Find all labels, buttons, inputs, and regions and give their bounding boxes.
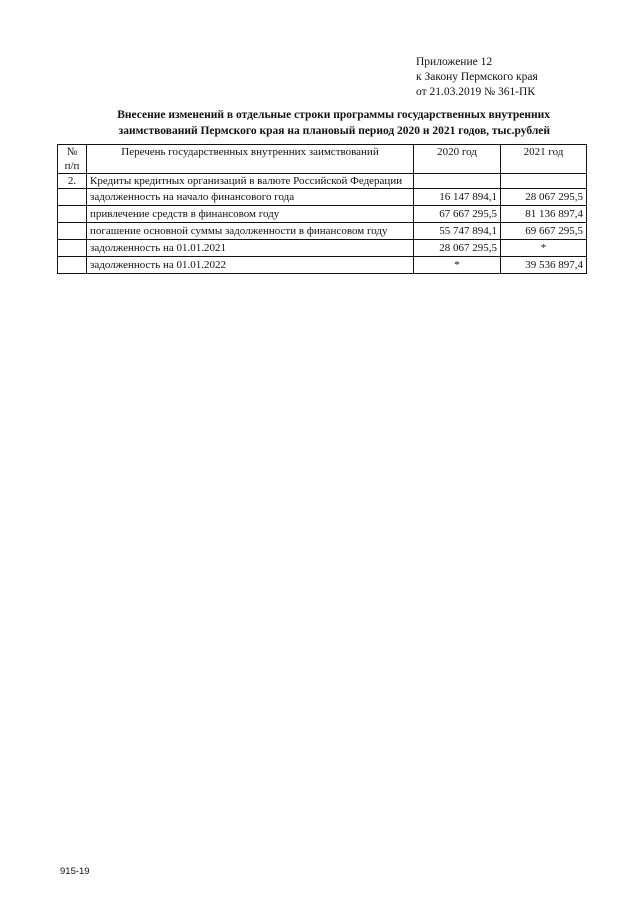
- row-value-2021: 69 667 295,5: [501, 223, 587, 240]
- table-header-row: [58, 145, 587, 174]
- appendix-number: Приложение 12: [416, 56, 493, 68]
- header-year-2021: 2021 год: [501, 145, 587, 174]
- section-row: [58, 174, 587, 189]
- row-value-2021: 81 136 897,4: [501, 206, 587, 223]
- row-number-cell: [58, 223, 87, 240]
- header-name: Перечень государственных внутренних заимствований: [87, 145, 414, 174]
- table-row: [58, 189, 587, 206]
- table-row: [58, 223, 587, 240]
- row-number-cell: [58, 206, 87, 223]
- table-row: [58, 257, 587, 274]
- header-year-2020: 2020 год: [414, 145, 501, 174]
- section-empty-2020: [414, 174, 501, 189]
- row-value-2020: *: [414, 257, 501, 274]
- header-number-line-1: №: [66, 146, 78, 158]
- document-title: [70, 107, 550, 139]
- title-line-1: Внесение изменений в отдельные строки программы государственных внутренних: [117, 109, 550, 121]
- row-name: привлечение средств в финансовом году: [87, 206, 414, 223]
- row-name: задолженность на 01.01.2022: [87, 257, 414, 274]
- section-name: Кредиты кредитных организаций в валюте Российской Федерации: [87, 174, 414, 189]
- row-value-2021: 39 536 897,4: [501, 257, 587, 274]
- row-number-cell: [58, 240, 87, 257]
- appendix-block: [416, 55, 538, 100]
- section-number: 2.: [58, 174, 87, 189]
- section-empty-2021: [501, 174, 587, 189]
- row-name: задолженность на 01.01.2021: [87, 240, 414, 257]
- table-row: [58, 206, 587, 223]
- row-value-2020: 28 067 295,5: [414, 240, 501, 257]
- row-number-cell: [58, 257, 87, 274]
- appendix-law: к Закону Пермского края: [416, 71, 538, 83]
- row-value-2020: 67 667 295,5: [414, 206, 501, 223]
- table-row: [58, 240, 587, 257]
- header-number-line-2: п/п: [64, 160, 80, 172]
- row-name: погашение основной суммы задолженности в финансовом году: [87, 223, 414, 240]
- title-line-2: заимствований Пермского края на плановый период 2020 и 2021 годов, тыс.рублей: [118, 125, 550, 137]
- row-name: задолженность на начало финансового года: [87, 189, 414, 206]
- row-value-2020: 55 747 894,1: [414, 223, 501, 240]
- row-value-2021: 28 067 295,5: [501, 189, 587, 206]
- row-value-2021: *: [501, 240, 587, 257]
- appendix-date: от 21.03.2019 № 361-ПК: [416, 86, 536, 98]
- footer-code: 915-19: [60, 866, 90, 877]
- row-number-cell: [58, 189, 87, 206]
- header-number: [58, 145, 87, 174]
- borrowings-table: [57, 144, 587, 274]
- row-value-2020: 16 147 894,1: [414, 189, 501, 206]
